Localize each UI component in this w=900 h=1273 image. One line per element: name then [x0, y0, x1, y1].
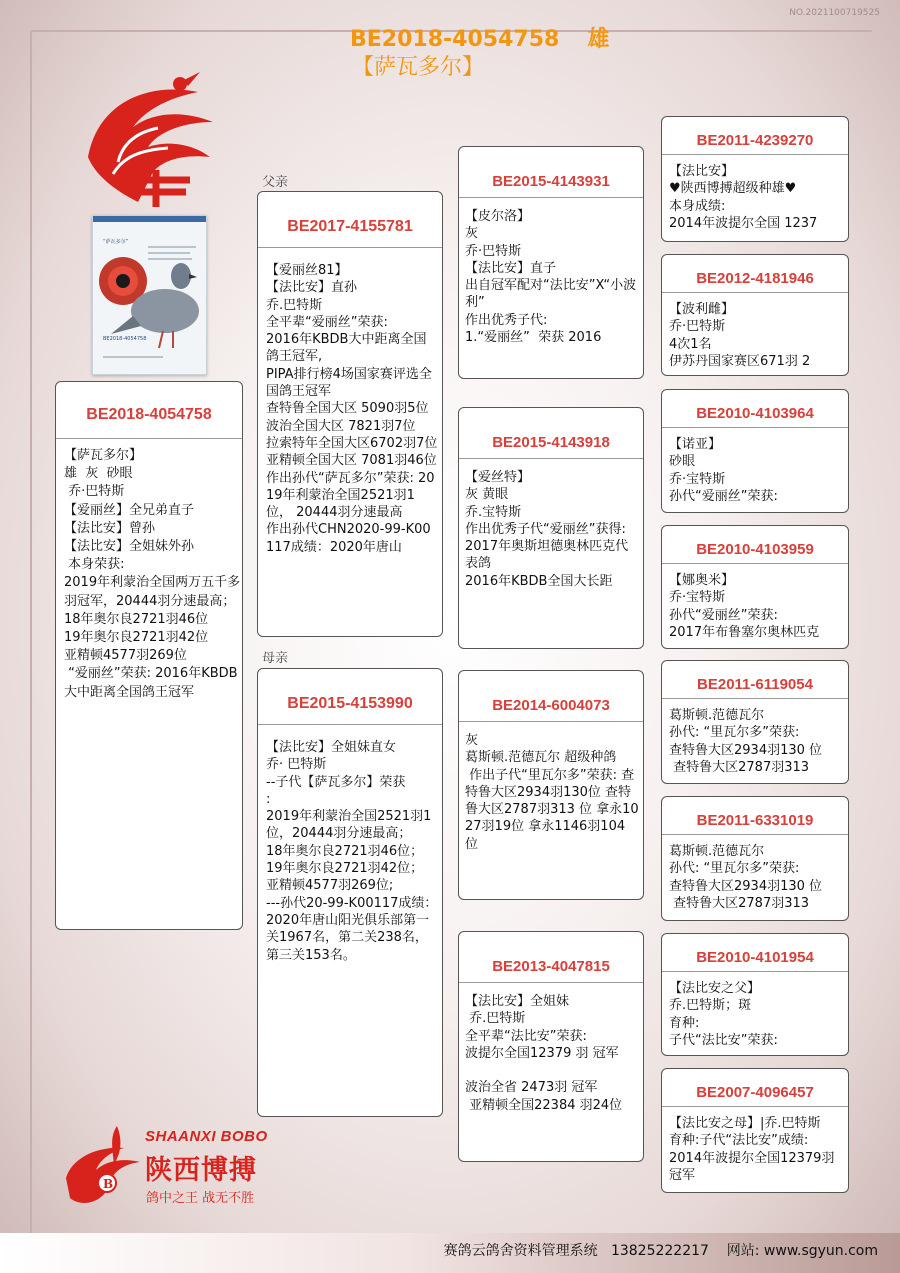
subject-card[interactable] [55, 381, 243, 930]
great-grandparent-desc: 【波利雌】 乔·巴特斯 4次1名 伊苏丹国家赛区671羽 2 [669, 302, 811, 369]
title-sex: 雄 [587, 27, 610, 52]
great-grandparent-ring: BE2011-4239270 [696, 132, 814, 149]
grandparent-ring: BE2013-4047815 [492, 958, 610, 975]
dam-label: 母亲 [262, 651, 289, 666]
great-grandparent-desc: 【法比安】 ♥陕西博搏超级种雄♥ 本身成绩: 2014年波提尔全国 1237 [669, 164, 818, 231]
dam-ring: BE2015-4153990 [287, 695, 413, 712]
grandparent-ring: BE2015-4143931 [492, 173, 610, 190]
pigeon-photo [92, 215, 207, 375]
sire-label: 父亲 [262, 175, 289, 190]
great-grandparent-desc: 【法比安之父】 乔.巴特斯；斑 育种: 子代“法比安”荣获: [669, 981, 778, 1048]
great-grandparent-card-3[interactable] [661, 389, 849, 513]
brand-slogan: 鸽中之王 战无不胜 [146, 1191, 255, 1206]
great-grandparent-card-8[interactable] [661, 1068, 849, 1193]
grandparent-desc: 【爱丝特】 灰 黄眼 乔.宝特斯 作出优秀子代“爱丽丝”获得: 2017年奥斯坦德奥林匹克代表鸽 2016年KBDB全国大长距 [465, 470, 629, 589]
great-grandparent-card-5[interactable] [661, 660, 849, 784]
footer-phone: 13825222217 [610, 1243, 709, 1259]
document-number: NO.2021100719525 [789, 8, 880, 18]
great-grandparent-desc: 【法比安之母】|乔.巴特斯 育种:子代“法比安”成绩: 2014年波提尔全国12379羽冠军 [669, 1116, 835, 1183]
grandparent-card-2[interactable] [458, 407, 644, 649]
grandparent-card-3[interactable] [458, 670, 644, 900]
great-grandparent-card-6[interactable] [661, 796, 849, 921]
dam-desc: 【法比安】全姐妹直女 乔· 巴特斯 --子代【萨瓦多尔】荣获 : 2019年利蒙治全国2521羽1位，20444羽分速最高； 18年奥尔良2721羽46位； 19年奥尔良2721羽42位； 亚精顿4577羽269位; ---孙代20-99-K00117成绩：2020年唐山阳光俱乐部第一关1967名，第二关238名，第三关153名。 [266, 740, 438, 963]
grandparent-desc: 灰 葛斯顿.范德瓦尔 超级种鸽 作出子代“里瓦尔多”荣获: 查特鲁大区2934羽130位 查特鲁大区2787羽313 位 拿永1027羽19位 拿永1146羽104 位 [465, 733, 639, 852]
footer-site-label: 网站: [726, 1243, 760, 1259]
page-title [350, 22, 609, 53]
footer-system: 赛鸽云鸽舍资料管理系统 [443, 1243, 598, 1259]
brand-name-en: SHAANXI BOBO [145, 1128, 268, 1145]
svg-text:B: B [103, 1177, 114, 1191]
great-grandparent-card-4[interactable] [661, 525, 849, 649]
grandparent-card-1[interactable] [458, 146, 644, 379]
phoenix-logo-icon [78, 62, 223, 212]
title-ring: BE2018-4054758 [350, 27, 560, 52]
great-grandparent-desc: 【诺亚】 砂眼 乔·宝特斯 孙代“爱丽丝”荣获: [669, 437, 778, 504]
great-grandparent-ring: BE2010-4101954 [696, 949, 814, 966]
great-grandparent-ring: BE2012-4181946 [696, 270, 814, 287]
great-grandparent-ring: BE2011-6119054 [697, 676, 813, 693]
dam-card[interactable] [257, 668, 443, 1117]
grandparent-ring: BE2014-6004073 [492, 697, 610, 714]
great-grandparent-ring: BE2011-6331019 [696, 812, 814, 829]
photo-ring: BE2018-4054758 [103, 336, 147, 342]
great-grandparent-desc: 葛斯顿.范德瓦尔 孙代: “里瓦尔多”荣获: 查特鲁大区2934羽130 位 查特鲁大区2787羽313 [669, 708, 823, 775]
great-grandparent-card-1[interactable] [661, 116, 849, 242]
sire-desc: 【爱丽丝81】 【法比安】直孙 乔.巴特斯 全平辈“爱丽丝”荣获: 2016年KBDB大中距离全国鸽王冠军, PIPA排行榜4场国家赛评选全国鸽王冠军 查特鲁全国大区 5090羽5位 波治全国大区 7821羽7位 拉索特年全国大区6702羽7位 亚精顿全国大区 7081羽46位 作出孙代“萨瓦多尔”荣获: 2019年利蒙治全国2521羽1位， 20444羽分速最高 作出孙代CHN2020-99-K00117成绩：2020年唐山 [266, 263, 438, 555]
great-grandparent-card-7[interactable] [661, 933, 849, 1056]
grandparent-desc: 【法比安】全姐妹 乔.巴特斯 全平辈“法比安”荣获: 波提尔全国12379 羽 冠军 波治全省 2473羽 冠军 亚精顿全国22384 羽24位 [465, 994, 623, 1113]
sire-ring: BE2017-4155781 [287, 218, 413, 235]
brand-name-cn: 陕西博搏 [145, 1155, 257, 1186]
great-grandparent-desc: 【娜奥米】 乔·宝特斯 孙代“爱丽丝”荣获: 2017年布鲁塞尔奥林匹克 [669, 573, 820, 640]
great-grandparent-card-2[interactable] [661, 254, 849, 376]
great-grandparent-ring: BE2010-4103964 [696, 405, 814, 422]
great-grandparent-desc: 葛斯顿.范德瓦尔 孙代: “里瓦尔多”荣获: 查特鲁大区2934羽130 位 查特鲁大区2787羽313 [669, 844, 823, 911]
grandparent-card-4[interactable] [458, 931, 644, 1162]
grandparent-ring: BE2015-4143918 [492, 434, 610, 451]
subject-desc: 【萨瓦多尔】 雄 灰 砂眼 乔·巴特斯 【爱丽丝】全兄弟直子 【法比安】曾孙 【法比安】全姐妹外孙 本身荣获: 2019年利蒙治全国两万五千多羽冠军，20444羽分速最高； 18年奥尔良2721羽46位 19年奥尔良2721羽42位 亚精顿4577羽269位 “爱丽丝”荣获: 2016年KBDB大中距离全国鸽王冠军 [64, 448, 241, 700]
great-grandparent-ring: BE2007-4096457 [696, 1084, 814, 1101]
photo-caption: “萨瓦多尔” [103, 239, 129, 245]
subject-ring: BE2018-4054758 [86, 406, 212, 423]
great-grandparent-ring: BE2010-4103959 [696, 541, 814, 558]
sire-card[interactable] [257, 191, 443, 637]
pigeon-name: 【萨瓦多尔】 [352, 55, 485, 80]
footer-info [444, 1240, 878, 1260]
footer-site-link[interactable]: www.sgyun.com [763, 1243, 878, 1259]
grandparent-desc: 【皮尔洛】 灰 乔·巴特斯 【法比安】直子 出自冠军配对“法比安”X“小波利” 作出优秀子代: 1.“爱丽丝” 荣获 2016 [465, 209, 637, 346]
